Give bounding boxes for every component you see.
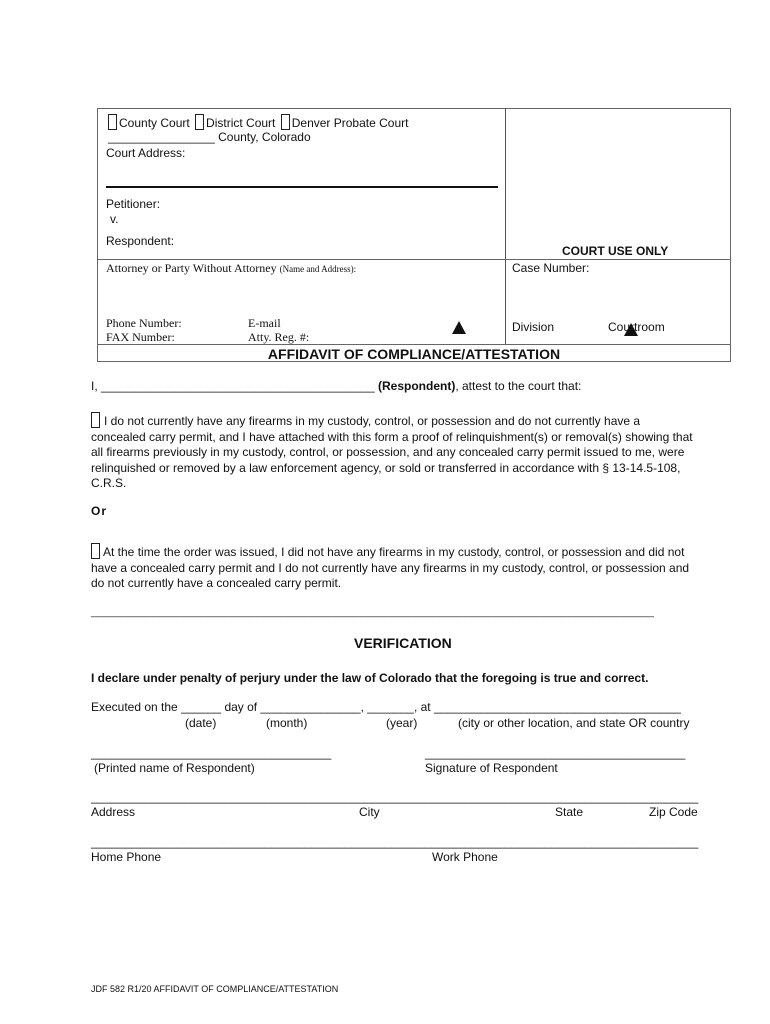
work-phone-label: Work Phone <box>432 850 498 864</box>
respondent-label: Respondent: <box>106 234 175 248</box>
month-label: (month) <box>266 716 308 730</box>
executed-line[interactable]: Executed on the ______ day of _______________, _______, at _____________________________________ <box>91 700 681 714</box>
attorney-sub-label: (Name and Address): <box>279 264 357 274</box>
option1-line-text: I do not currently have any firearms in my custody, control, or possession and do not currently have a <box>104 414 641 428</box>
option2-line: have a concealed carry permit and I do not currently have any firearms in my custody, control, or possession and <box>91 560 690 575</box>
option1-line: C.R.S. <box>91 476 127 490</box>
court-address-line[interactable] <box>106 186 498 188</box>
option2-checkbox[interactable] <box>91 543 100 559</box>
signature-line[interactable]: _______________________________________ <box>425 746 686 760</box>
case-number-label: Case Number: <box>512 261 590 275</box>
option1-checkbox[interactable] <box>91 412 100 428</box>
phone-number-label: Phone Number: <box>106 316 182 330</box>
date-label: (date) <box>185 716 217 730</box>
option2-line-text: At the time the order was issued, I did not have any firearms in my custody, control, or possession and did not <box>103 545 685 559</box>
zip-code-label: Zip Code <box>649 805 698 819</box>
address-label: Address <box>91 805 136 819</box>
attorney-label: Attorney or Party Without Attorney <box>106 261 277 275</box>
district-court-checkbox[interactable] <box>195 114 204 130</box>
court-selection <box>108 114 408 130</box>
denver-probate-checkbox[interactable] <box>281 114 290 130</box>
court-use-only: COURT USE ONLY <box>562 244 669 258</box>
section-divider: ____________________________________________________________________________________________ <box>91 606 654 618</box>
courtroom-label: Courtroom <box>608 320 665 334</box>
home-phone-label: Home Phone <box>91 850 162 864</box>
city-label: City <box>359 805 380 819</box>
signature-label: Signature of Respondent <box>425 761 558 775</box>
up-triangle-icon <box>624 323 638 336</box>
title-row-top <box>97 344 731 345</box>
division-label: Division <box>512 320 555 334</box>
attest-suffix: , attest to the court that: <box>455 379 582 393</box>
up-triangle-icon <box>452 321 466 334</box>
city-location-label: (city or other location, and state OR country <box>458 716 690 730</box>
attest-respondent: (Respondent) <box>377 379 456 393</box>
district-court-label: District Court <box>206 116 276 130</box>
option1-line: relinquished or removed by a law enforcement agency, or sold or transferred in accordance with § 13-14.5-108, <box>91 460 681 475</box>
printed-name-line[interactable]: ____________________________________ <box>91 746 332 760</box>
denver-probate-label: Denver Probate Court <box>291 116 409 130</box>
option2-paragraph <box>91 543 731 592</box>
petitioner-label: Petitioner: <box>106 197 161 211</box>
phone-line[interactable]: ___________________________________________________________________________________________ <box>91 835 699 849</box>
county-court-label: County Court <box>119 116 190 130</box>
county-court-checkbox[interactable] <box>108 114 117 130</box>
caption-divider <box>505 108 506 344</box>
printed-name-label: (Printed name of Respondent) <box>94 761 255 775</box>
address-line[interactable]: ___________________________________________________________________________________________ <box>91 790 699 804</box>
email-label: E-mail <box>248 316 281 330</box>
attest-line <box>91 379 581 393</box>
state-label: State <box>555 805 584 819</box>
or-label: Or <box>91 504 108 518</box>
verification-declaration: I declare under penalty of perjury under the law of Colorado that the foregoing is true and correct. <box>91 671 649 685</box>
attorney-section-top <box>97 259 731 260</box>
attest-prefix[interactable]: I, _________________________________________ <box>91 379 375 393</box>
option1-line <box>91 412 731 430</box>
year-label: (year) <box>386 716 418 730</box>
versus-label: v. <box>110 212 119 226</box>
option1-line: all firearms previously in my custody, control, or possession, and any concealed carry permit issued to me, were <box>91 445 685 459</box>
option1-line: concealed carry permit, and I have attached with this form a proof of relinquishment(s) or removal(s) showing that <box>91 429 693 444</box>
document-title: AFFIDAVIT OF COMPLIANCE/ATTESTATION <box>267 346 561 362</box>
footer-form-id: JDF 582 R1/20 AFFIDAVIT OF COMPLIANCE/ATTESTATION <box>91 984 339 994</box>
option2-line: do not currently have a concealed carry permit. <box>91 576 342 590</box>
option2-line <box>91 543 731 561</box>
attorney-label-wrap <box>106 261 356 276</box>
option1-paragraph <box>91 412 731 492</box>
court-address-label: Court Address: <box>106 146 186 160</box>
atty-reg-label: Atty. Reg. #: <box>248 330 310 344</box>
county-line[interactable]: ________________ County, Colorado <box>108 130 311 144</box>
fax-number-label: FAX Number: <box>106 330 175 344</box>
verification-heading: VERIFICATION <box>354 635 452 651</box>
